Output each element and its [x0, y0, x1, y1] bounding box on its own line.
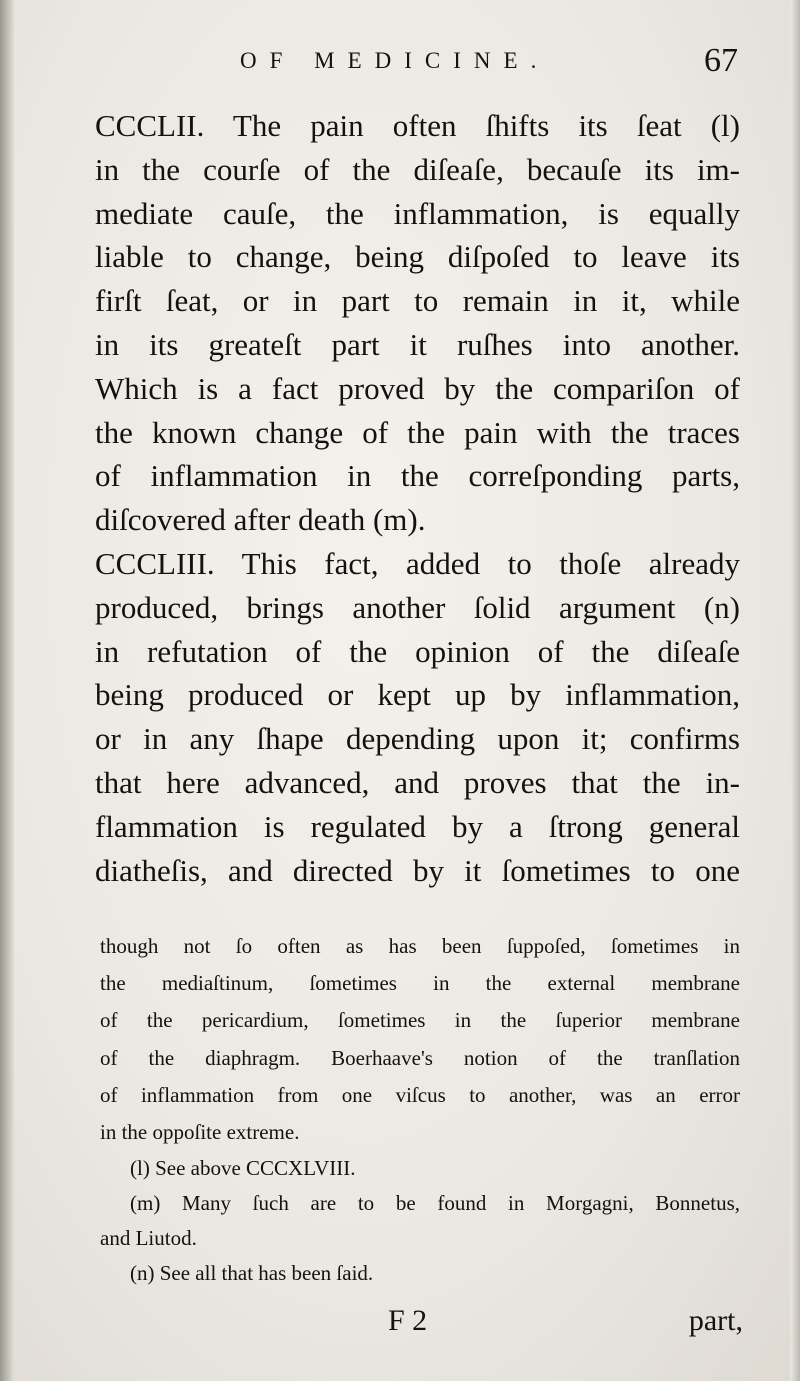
catchword: part,	[688, 1304, 743, 1337]
page-number: 67	[704, 42, 738, 79]
footnote-m	[100, 1186, 740, 1256]
text-line: CCCLIII. This fact, added to thoſe already	[95, 545, 740, 581]
page-edge-shadow-right	[790, 0, 800, 1381]
body-text	[95, 104, 740, 892]
note-line: though not ſo often as has been ſuppoſed, ſometimes in	[100, 934, 740, 958]
text-line: being produced or kept up by inflammation,	[95, 677, 740, 713]
page-edge-shadow-left	[0, 0, 14, 1381]
text-line: the known change of the pain with the traces	[95, 414, 740, 450]
paragraph-cccliii	[95, 542, 740, 892]
text-line: liable to change, being diſpoſed to leave its	[95, 239, 740, 275]
text-line: Which is a fact proved by the compariſon of	[95, 370, 740, 406]
note-line: of the diaphragm. Boerhaave's notion of the tranſlation	[100, 1045, 740, 1070]
text-line: of inflammation in the correſponding parts,	[95, 458, 740, 494]
paragraph-ccclii	[95, 104, 740, 542]
text-line: in refutation of the opinion of the diſeaſe	[95, 633, 740, 669]
page-header	[240, 42, 740, 86]
footnote-line: (m) Many ſuch are to be found in Morgagni, Bonnetus,	[130, 1191, 740, 1216]
note-line: of the pericardium, ſometimes in the ſuperior membrane	[100, 1008, 740, 1033]
note-line: the mediaſtinum, ſometimes in the external membrane	[100, 971, 740, 996]
note-line: of inflammation from one viſcus to another, was an error	[100, 1082, 740, 1107]
footnote-line: and Liutod.	[100, 1226, 197, 1251]
text-line: diſcovered after death (m).	[95, 502, 426, 538]
note-line: in the oppoſite extreme.	[100, 1120, 300, 1145]
footnotes-section	[100, 928, 740, 1291]
signature-mark: F 2	[388, 1304, 428, 1337]
text-line: in the courſe of the diſeaſe, becauſe its im-	[95, 151, 740, 187]
text-line: firſt ſeat, or in part to remain in it, while	[95, 283, 740, 319]
text-line: flammation is regulated by a ſtrong general	[95, 808, 740, 844]
footnote-n	[100, 1256, 740, 1291]
text-line: in its greateſt part it ruſhes into another.	[95, 326, 740, 362]
text-line: CCCLII. The pain often ſhifts its ſeat (l)	[95, 108, 740, 143]
text-line: or in any ſhape depending upon it; confirms	[95, 721, 740, 757]
text-line: that here advanced, and proves that the in-	[95, 764, 740, 800]
footnote-line: (l) See above CCCXLVIII.	[130, 1156, 356, 1181]
footnote-line: (n) See all that has been ſaid.	[130, 1261, 374, 1286]
footnote-l	[100, 1151, 740, 1186]
running-title: OF MEDICINE.	[240, 48, 550, 73]
text-line: produced, brings another ſolid argument (n)	[95, 589, 740, 625]
note-continuation	[100, 928, 740, 1151]
text-line: mediate cauſe, the inflammation, is equally	[95, 195, 740, 231]
text-line: diatheſis, and directed by it ſometimes to one	[95, 852, 740, 888]
